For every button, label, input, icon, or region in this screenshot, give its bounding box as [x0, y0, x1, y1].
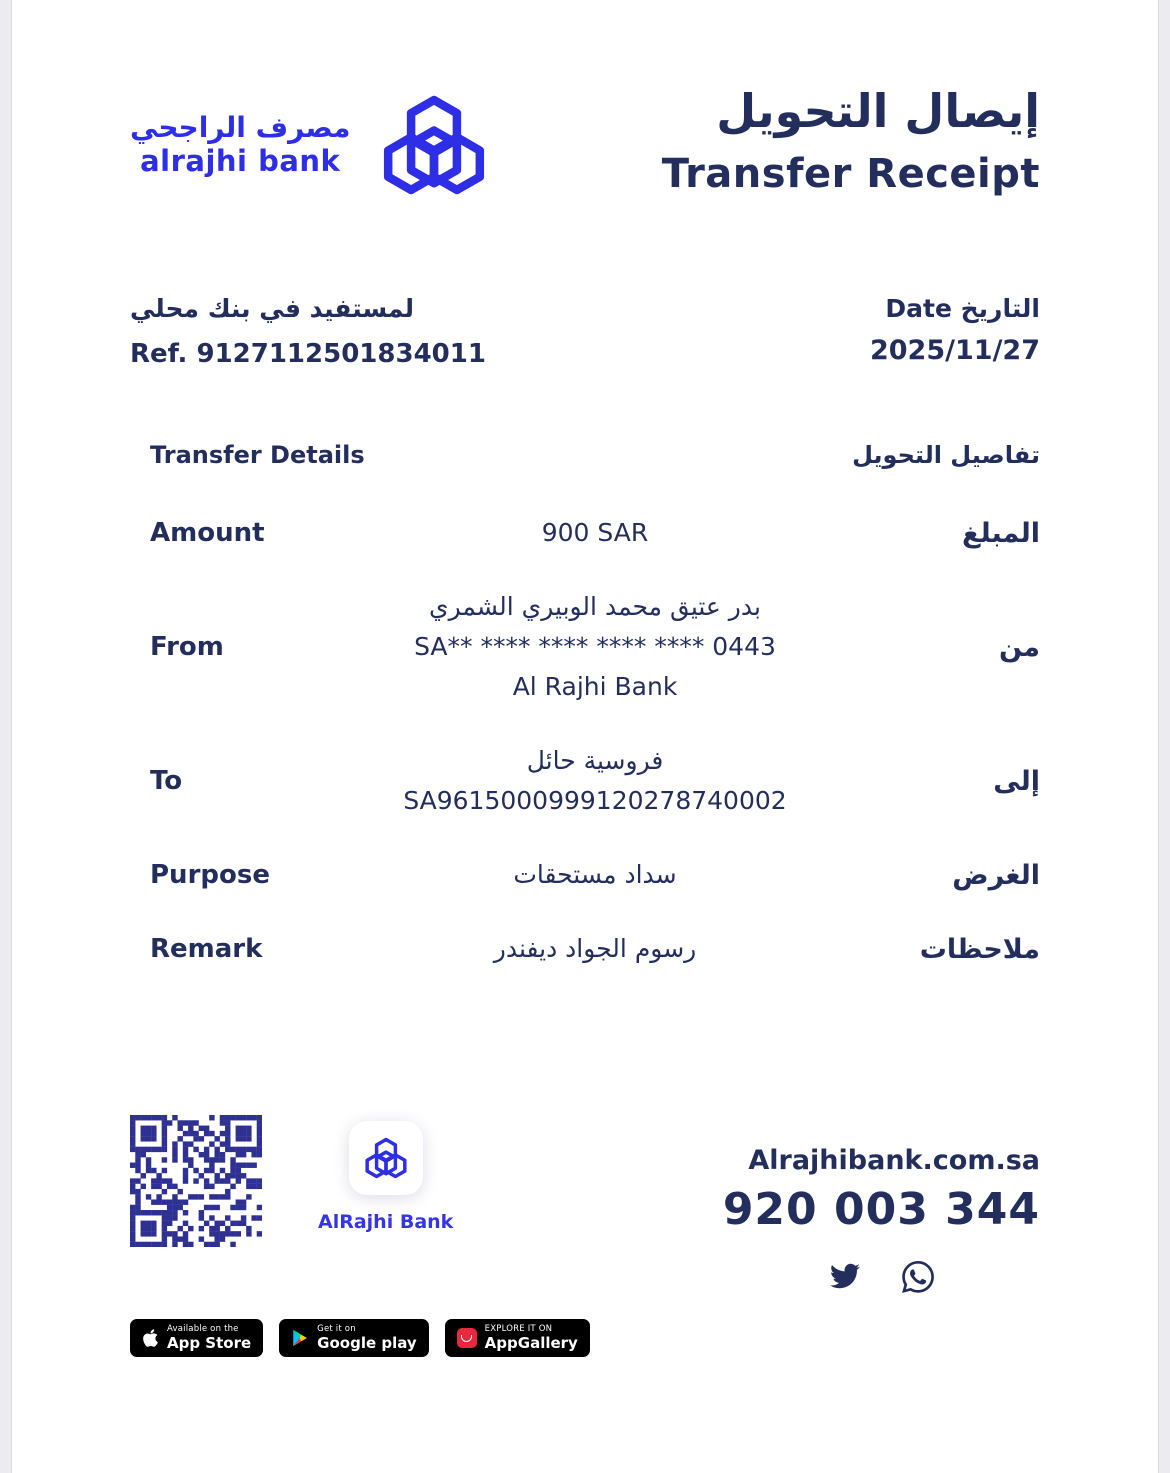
social-icons: [723, 1261, 1040, 1293]
date-block: [870, 294, 1040, 366]
purpose-label-en: Purpose: [150, 860, 270, 890]
row-purpose: [150, 855, 1040, 895]
app-label: AlRajhi Bank: [318, 1211, 454, 1233]
beneficiary-block: [130, 294, 486, 369]
bank-logo-text: [130, 112, 350, 178]
from-masked-account: SA** **** **** **** **** 0443: [414, 632, 776, 661]
remark-value: رسوم الجواد ديفندر: [493, 934, 697, 963]
section-title-english: Transfer Details: [150, 441, 365, 469]
amount-label-ar: المبلغ: [962, 517, 1040, 549]
header: [130, 86, 1040, 198]
row-remark: [150, 929, 1040, 969]
row-amount: [150, 513, 1040, 553]
app-icon: [349, 1121, 423, 1195]
google-play-icon: [291, 1328, 309, 1348]
bank-name-english: alrajhi bank: [140, 144, 341, 179]
remark-label-en: Remark: [150, 934, 263, 964]
app-download: [318, 1121, 453, 1233]
store-badges: [130, 1319, 1040, 1357]
from-label-ar: من: [998, 631, 1040, 663]
alrajhi-hexagons-icon: [378, 92, 490, 198]
phone-number: 920 003 344: [722, 1184, 1040, 1235]
appgallery-icon: [457, 1328, 477, 1348]
receipt-title: [662, 86, 1040, 197]
beneficiary-note: لمستفيد في بنك محلي: [130, 294, 415, 323]
remark-label-ar: ملاحظات: [919, 933, 1040, 965]
footer-left: [130, 1115, 453, 1247]
whatsapp-icon[interactable]: [902, 1261, 934, 1293]
qr-code: [130, 1115, 262, 1247]
badge-bottom-text: Google play: [317, 1333, 417, 1352]
apple-icon: [142, 1328, 159, 1348]
from-sender-name: بدر عتيق محمد الوبيري الشمري: [429, 592, 761, 621]
app-store-badge[interactable]: [130, 1319, 263, 1357]
purpose-value: سداد مستحقات: [513, 860, 677, 889]
badge-top-text: EXPLORE IT ON: [484, 1323, 553, 1334]
page-edge-right: [1158, 0, 1170, 1473]
amount-label-en: Amount: [150, 518, 265, 548]
meta-row: [130, 294, 1040, 369]
bank-name-arabic: مصرف الراجحي: [130, 110, 351, 144]
to-iban: SA9615000999120278740002: [403, 786, 787, 815]
receipt-title-english: Transfer Receipt: [661, 150, 1040, 197]
row-to: [150, 741, 1040, 821]
to-value: [335, 741, 855, 821]
section-header: [130, 441, 1040, 469]
row-from: [150, 587, 1040, 707]
page-edge-left: [0, 0, 12, 1473]
badge-top-text: Get it on: [317, 1323, 356, 1334]
badge-top-text: Available on the: [167, 1323, 239, 1334]
receipt-title-arabic: إيصال التحويل: [716, 84, 1040, 138]
date-label: التاريخ Date: [885, 294, 1040, 323]
section-title-arabic: تفاصيل التحويل: [852, 441, 1040, 469]
from-value: [335, 587, 855, 707]
google-play-badge[interactable]: [279, 1319, 429, 1357]
to-label-en: To: [150, 766, 183, 796]
from-label-en: From: [150, 632, 224, 662]
from-bank-name: Al Rajhi Bank: [512, 672, 678, 701]
footer-right: [723, 1145, 1040, 1293]
alrajhi-hexagons-icon: [363, 1136, 409, 1180]
amount-value: 900 SAR: [541, 518, 649, 547]
to-beneficiary-name: فروسية حائل: [526, 746, 664, 775]
website-link[interactable]: Alrajhibank.com.sa: [748, 1145, 1040, 1176]
badge-bottom-text: AppGallery: [484, 1333, 578, 1352]
twitter-icon[interactable]: [828, 1261, 862, 1291]
badge-bottom-text: App Store: [167, 1333, 252, 1352]
date-value: 2025/11/27: [869, 335, 1040, 366]
to-label-ar: إلى: [993, 765, 1040, 797]
bank-logo: [130, 92, 490, 198]
appgallery-badge[interactable]: [445, 1319, 590, 1357]
reference-number: Ref. 9127112501834011: [130, 339, 486, 369]
footer: [130, 1115, 1040, 1293]
purpose-label-ar: الغرض: [952, 859, 1040, 891]
